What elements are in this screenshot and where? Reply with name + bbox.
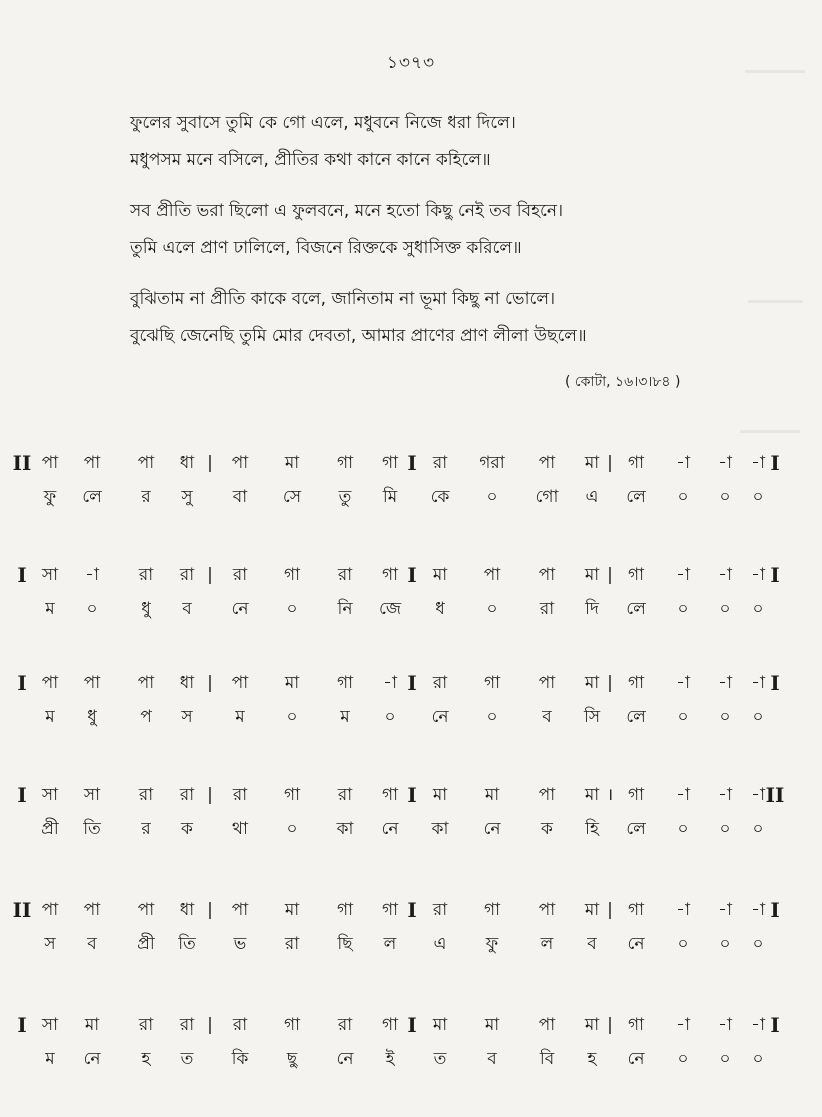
lyric-syllable: ০ [86,599,98,619]
note: রা [337,1015,353,1035]
lyric-syllable: হ [587,1049,597,1069]
lyric-syllable: ব [87,934,97,954]
lyric-syllable: তু [338,487,352,507]
notation-block [0,560,822,650]
bar-line: I [17,671,27,695]
poem-line: তুমি এলে প্রাণ ঢালিলে, বিজনে রিক্তকে সুধাসিক্ত করিলে॥ [130,238,522,258]
note: -া [718,900,732,920]
note: পা [231,673,249,693]
beat-divider: | [607,565,613,585]
note: -া [676,453,690,473]
bleed-through-mark [748,300,803,303]
lyric-syllable: ব [182,599,192,619]
notation-block [0,448,822,538]
lyric-syllable: ০ [384,707,396,727]
note: পা [483,565,501,585]
lyric-syllable: রা [284,934,300,954]
note: ধা [179,900,195,920]
lyric-syllable: নে [627,934,645,954]
lyric-syllable: সু [181,487,193,507]
notation-block [0,895,822,985]
lyric-syllable: নে [381,819,399,839]
note: রা [432,453,448,473]
poem [130,105,730,369]
note: পা [231,900,249,920]
lyric-syllable: প্রী [137,934,155,954]
lyric-syllable: জে [378,599,402,619]
note: মা [84,1015,100,1035]
note: -া [751,900,765,920]
lyric-syllable: ত [180,1049,194,1069]
lyric-syllable: ধু [141,599,151,619]
lyric-syllable: ০ [752,819,764,839]
lyric-syllable: ল [383,934,397,954]
lyric-syllable: নে [431,707,449,727]
lyric-syllable: ০ [486,599,498,619]
note: পা [538,673,556,693]
lyric-syllable: ভ [233,934,247,954]
lyric-syllable: সি [583,707,601,727]
note: -া [718,453,732,473]
lyric-syllable: এ [433,934,447,954]
note: -া [85,565,99,585]
lyric-syllable: এ [585,487,599,507]
lyrics-row [0,929,822,959]
note: রা [138,565,154,585]
note: রা [138,1015,154,1035]
lyric-syllable: ০ [677,819,689,839]
lyric-syllable: কি [231,1049,249,1069]
bar-line: I [407,898,417,922]
note: পা [41,673,59,693]
beat-divider: | [607,900,613,920]
beat-divider: | [207,900,213,920]
note: ধা [179,673,195,693]
note: মা [284,673,300,693]
bar-line: II [12,898,32,922]
note: মা [484,1015,500,1035]
beat-divider: | [207,565,213,585]
lyric-syllable: ম [45,707,55,727]
stanza-2 [130,193,730,267]
note: মা [432,785,448,805]
lyric-syllable: ছু [286,1049,298,1069]
bar-line: I [770,898,780,922]
note: গা [381,565,399,585]
note: রা [232,1015,248,1035]
note: পা [137,453,155,473]
bar-line: I [407,1013,417,1037]
note: সা [83,785,101,805]
bar-line: I [770,1013,780,1037]
lyric-syllable: র [141,487,151,507]
note: গা [336,453,354,473]
note: পা [538,453,556,473]
note: পা [538,1015,556,1035]
note: মা [432,1015,448,1035]
note: পা [83,453,101,473]
lyric-syllable: ০ [752,599,764,619]
note: পা [41,900,59,920]
lyric-syllable: ০ [486,707,498,727]
lyric-syllable: দি [585,599,599,619]
lyric-syllable: বি [539,1049,555,1069]
lyric-syllable: ০ [719,487,731,507]
note: গা [381,785,399,805]
note: গা [627,673,645,693]
lyrics-row [0,1044,822,1074]
lyric-syllable: ০ [286,707,298,727]
note: মা [284,900,300,920]
lyric-syllable: প [140,707,152,727]
notes-row [0,780,822,810]
lyric-syllable: থা [232,819,248,839]
attribution: ( কোটা, ১৬।৩।৮৪ ) [565,374,681,390]
lyric-syllable: ফু [485,934,499,954]
bar-line: II [765,783,785,807]
lyric-syllable: স [181,707,193,727]
bar-line: I [770,671,780,695]
note: -া [676,1015,690,1035]
bar-line: I [407,451,417,475]
lyric-syllable: হ [141,1049,151,1069]
beat-divider: | [207,453,213,473]
beat-divider: | [607,1015,613,1035]
lyric-syllable: লে [626,487,646,507]
note: গা [336,673,354,693]
lyric-syllable: ই [385,1049,395,1069]
note: গা [483,673,501,693]
note: ধা [179,453,195,473]
page-number: ১৩৭৩ [386,53,436,73]
note: মা [584,1015,600,1035]
note: পা [538,785,556,805]
note: রা [138,785,154,805]
lyric-syllable: বা [232,487,248,507]
note: -া [676,900,690,920]
lyric-syllable: ০ [677,599,689,619]
notation-block [0,1010,822,1100]
notes-row [0,668,822,698]
lyric-syllable: নে [231,599,249,619]
notation-block [0,668,822,758]
lyric-syllable: ক [181,819,193,839]
lyric-syllable: ০ [752,707,764,727]
poem-line: বুঝিতাম না প্রীতি কাকে বলে, জানিতাম না ভূমা কিছু না ভোলে। [130,289,556,309]
note: গা [627,1015,645,1035]
note: গা [381,1015,399,1035]
lyric-syllable: ০ [677,707,689,727]
lyric-syllable: তি [178,934,196,954]
notes-row [0,1010,822,1040]
note: পা [538,900,556,920]
note: পা [83,900,101,920]
lyric-syllable: ০ [719,934,731,954]
beat-divider: | [607,673,613,693]
note: পা [231,453,249,473]
lyric-syllable: নি [337,599,353,619]
note: -া [676,565,690,585]
bar-line: II [12,451,32,475]
note: গা [627,785,645,805]
lyric-syllable: লে [626,707,646,727]
note: -া [718,565,732,585]
note: গা [283,785,301,805]
note: মা [584,785,600,805]
note: গা [381,900,399,920]
lyric-syllable: ০ [752,487,764,507]
lyric-syllable: ০ [752,934,764,954]
lyric-syllable: ধু [87,707,97,727]
lyric-syllable: ম [45,1049,55,1069]
note: পা [41,453,59,473]
note: রা [432,900,448,920]
note: রা [232,565,248,585]
poem-line: বুঝেছি জেনেছি তুমি মোর দেবতা, আমার প্রাণের প্রাণ লীলা উছলে॥ [130,326,587,346]
note: মা [432,565,448,585]
note: পা [137,673,155,693]
beat-divider: | [607,453,613,473]
lyric-syllable: ০ [719,819,731,839]
bleed-through-mark [740,430,800,433]
lyric-syllable: ব [487,1049,497,1069]
lyric-syllable: ০ [677,1049,689,1069]
note: রা [432,673,448,693]
lyric-syllable: ০ [719,707,731,727]
lyric-syllable: ০ [677,487,689,507]
note: মা [584,900,600,920]
note: গরা [479,453,505,473]
lyric-syllable: ব [587,934,597,954]
note: -া [751,565,765,585]
bar-line: I [770,451,780,475]
lyric-syllable: ০ [719,1049,731,1069]
lyric-syllable: ০ [752,1049,764,1069]
lyric-syllable: নে [83,1049,101,1069]
bar-line: I [17,1013,27,1037]
note: রা [179,565,195,585]
lyric-syllable: গো [535,487,559,507]
lyric-syllable: ০ [286,599,298,619]
note: পা [538,565,556,585]
bar-line: I [407,783,417,807]
note: গা [381,453,399,473]
bar-line: I [17,563,27,587]
lyric-syllable: ০ [486,487,498,507]
lyric-syllable: প্রী [41,819,59,839]
note: -া [751,673,765,693]
lyric-syllable: নে [483,819,501,839]
lyric-syllable: ০ [719,599,731,619]
lyric-syllable: ম [235,707,245,727]
notation-block [0,780,822,870]
note: গা [627,565,645,585]
lyric-syllable: সে [282,487,302,507]
note: -া [751,453,765,473]
bar-line: I [17,783,27,807]
beat-divider: | [207,785,213,805]
note: গা [627,900,645,920]
note: গা [283,565,301,585]
bar-line: I [407,563,417,587]
poem-line: ফুলের সুবাসে তুমি কে গো এলে, মধুবনে নিজে ধরা দিলে। [130,113,516,133]
lyric-syllable: রা [539,599,555,619]
note: সা [41,1015,59,1035]
note: রা [232,785,248,805]
lyric-syllable: ম [45,599,55,619]
note: -া [718,1015,732,1035]
note: মা [584,453,600,473]
note: -া [751,1015,765,1035]
lyric-syllable: ম [340,707,350,727]
lyric-syllable: মি [382,487,398,507]
note: পা [83,673,101,693]
lyric-syllable: নে [627,1049,645,1069]
note: গা [483,900,501,920]
notes-row [0,448,822,478]
note: -া [751,785,765,805]
beat-divider: | [207,1015,213,1035]
note: রা [179,785,195,805]
lyrics-row [0,482,822,512]
note: -া [718,673,732,693]
lyrics-row [0,702,822,732]
note: গা [336,900,354,920]
note: মা [484,785,500,805]
beat-divider: | [207,673,213,693]
lyric-syllable: ০ [286,819,298,839]
note: -া [718,785,732,805]
lyric-syllable: ল [540,934,554,954]
lyric-syllable: ফু [43,487,57,507]
stanza-1 [130,105,730,179]
lyric-syllable: নে [336,1049,354,1069]
note: রা [337,565,353,585]
bar-line: I [407,671,417,695]
lyric-syllable: ত [433,1049,447,1069]
beat-divider: । [606,785,614,805]
lyric-syllable: ব [542,707,552,727]
note: মা [584,673,600,693]
lyric-syllable: কা [336,819,354,839]
note: রা [337,785,353,805]
note: সা [41,785,59,805]
bar-line: I [770,563,780,587]
lyric-syllable: ০ [677,934,689,954]
note: -া [676,785,690,805]
note: রা [179,1015,195,1035]
lyric-syllable: হি [585,819,599,839]
note: গা [627,453,645,473]
note: সা [41,565,59,585]
lyric-syllable: কা [431,819,449,839]
lyric-syllable: লে [82,487,102,507]
lyrics-row [0,814,822,844]
lyric-syllable: তি [83,819,101,839]
lyrics-row [0,594,822,624]
poem-line: সব প্রীতি ভরা ছিলো এ ফুলবনে, মনে হতো কিছু নেই তব বিহনে। [130,201,564,221]
stanza-3 [130,281,730,355]
notes-row [0,895,822,925]
lyric-syllable: ছি [337,934,353,954]
lyric-syllable: ধ [435,599,445,619]
lyric-syllable: স [44,934,56,954]
note: গা [283,1015,301,1035]
note: পা [137,900,155,920]
note: মা [584,565,600,585]
poem-line: মধুপসম মনে বসিলে, প্রীতির কথা কানে কানে কহিলে॥ [130,150,491,170]
lyric-syllable: র [141,819,151,839]
lyric-syllable: লে [626,819,646,839]
note: -া [676,673,690,693]
lyric-syllable: লে [626,599,646,619]
notes-row [0,560,822,590]
note: মা [284,453,300,473]
lyric-syllable: কে [430,487,450,507]
lyric-syllable: ক [541,819,553,839]
note: -া [383,673,397,693]
